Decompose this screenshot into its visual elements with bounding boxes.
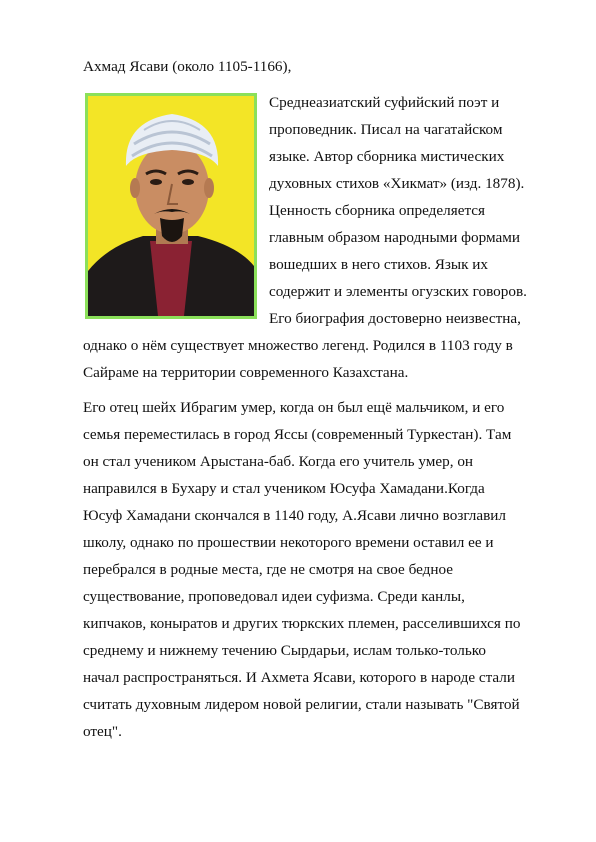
paragraph-line: считать духовным лидером новой религии, стали называть "Святой bbox=[83, 696, 520, 713]
wrapped-line: содержит и элементы огузских говоров. bbox=[269, 283, 527, 300]
paragraph-line: он стал учеником Арыстана-баб. Когда его учитель умер, он bbox=[83, 453, 474, 470]
wrapped-line: Ценность сборника определяется bbox=[269, 202, 485, 219]
wrapped-line: вошедших в него стихов. Язык их bbox=[269, 256, 489, 273]
paragraph-line: школу, однако по прошествии некоторого времени оставил ее и bbox=[83, 534, 494, 551]
paragraph-line: отец". bbox=[83, 723, 122, 740]
paragraph-line: перебрался в родные места, где не смотря на свое бедное bbox=[83, 561, 454, 578]
paragraph-line: семья переместилась в город Яссы (современный Туркестан). Там bbox=[83, 426, 512, 443]
wrapped-line: духовных стихов «Хикмат» (изд. 1878). bbox=[269, 175, 525, 192]
wrapped-line: проповедник. Писал на чагатайском bbox=[269, 121, 503, 138]
paragraph-line: существование, проповедовал идеи суфизма. Среди канлы, bbox=[83, 588, 465, 605]
paragraph-line: Его отец шейх Ибрагим умер, когда он был ещё мальчиком, и его bbox=[83, 399, 505, 416]
paragraph-line: Юсуф Хамадани скончался в 1140 году, А.Ясави лично возглавил bbox=[83, 507, 506, 524]
paragraph-line: начал распространяться. И Ахмета Ясави, которого в народе стали bbox=[83, 669, 515, 686]
wrapped-line: главным образом народными формами bbox=[269, 229, 520, 246]
paragraph-line: однако о нём существует множество легенд. Родился в 1103 году в bbox=[83, 337, 513, 354]
portrait-of-man-icon bbox=[88, 96, 254, 316]
wrapped-line: языке. Автор сборника мистических bbox=[269, 148, 505, 165]
paragraph-line: направился в Бухару и стал учеником Юсуфа Хамадани.Когда bbox=[83, 480, 485, 497]
portrait-image bbox=[85, 93, 257, 319]
wrapped-line: Среднеазиатский суфийский поэт и bbox=[269, 94, 500, 111]
title-line: Ахмад Ясави (около 1105-1166), bbox=[83, 58, 292, 75]
paragraph-line: среднему и нижнему течению Сырдарьи, ислам только-только bbox=[83, 642, 486, 659]
paragraph-line: Сайраме на территории современного Казахстана. bbox=[83, 364, 409, 381]
paragraph-line: кипчаков, коныратов и других тюркских племен, расселившихся по bbox=[83, 615, 521, 632]
wrapped-line: Его биография достоверно неизвестна, bbox=[269, 310, 521, 327]
